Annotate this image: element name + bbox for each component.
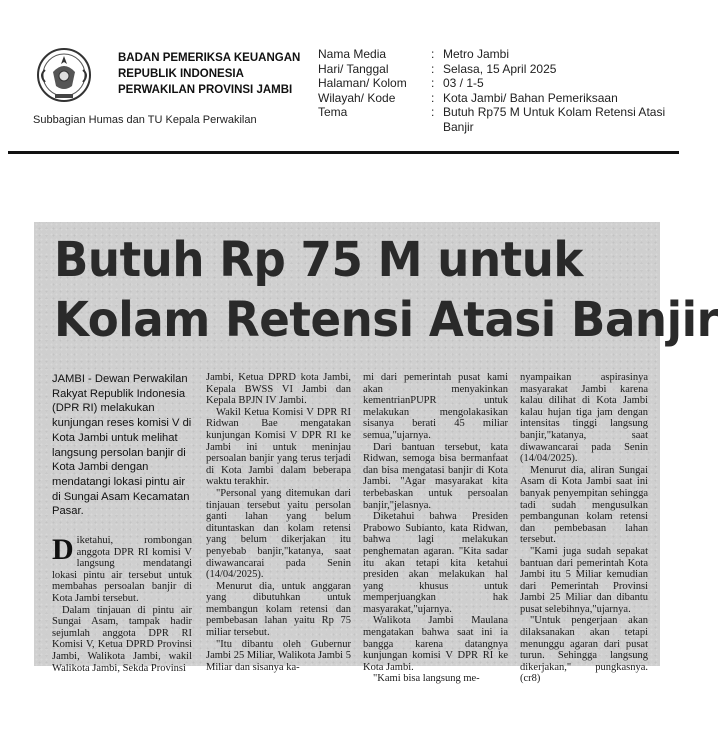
meta-value: Kota Jambi/ Bahan Pemeriksaan [443,90,618,105]
article-paragraph: Wakil Ketua Komisi V DPR RI Ridwan Bae mengatakan kunjungan Komisi V DPR RI ke Jambi ini untuk meninjau persoalan banjir yang terus terjadi di Kota Jambi dalam beberapa waktu terakhir. [206,406,351,488]
article-paragraph: "Untuk pengerjaan akan dilaksanakan akan tetapi menunggu agaran dari pusat turun. Sehingga langsung dikerjakan," pungkasnya. (cr8) [520,615,648,685]
meta-value: Selasa, 15 April 2025 [443,61,557,76]
meta-separator: : [431,76,435,90]
org-line-2: REPUBLIK INDONESIA [118,68,244,80]
meta-row-region [318,91,675,106]
org-line-1: BADAN PEMERIKSA KEUANGAN [118,52,301,64]
subunit-label: Subbagian Humas dan TU Kepala Perwakilan [33,114,257,126]
article-paragraph: "Personal yang ditemukan dari tinjauan tersebut yaitu persolan ganti lahan yang belum dituntaskan dan kolam retensi yang belum dikerjakan itu penyebab banjir,"katanya, saat diwawancarai pada Senin (14/04/2025). [206,487,351,581]
article-paragraph: "Itu dibantu oleh Gubernur Jambi 25 Miliar, Walikota Jambi 5 Miliar dan sisanya ka- [206,638,351,673]
header-divider [8,151,679,154]
org-line-3: PERWAKILAN PROVINSI JAMBI [118,84,293,96]
meta-key: Wilayah/ Kode [318,90,396,105]
meta-key: Hari/ Tanggal [318,61,389,76]
article-paragraph: Dalam tinjauan di pintu air Sungai Asam, tampak hadir sejumlah anggota DPR RI Komisi V, Ketua DPRD Provinsi Jambi, Walikota Jambi, wakil Walikota Jambi, Sekda Provinsi [52,604,192,674]
article-column-3 [363,372,508,685]
article-paragraph: mi dari pemerintah pusat kami akan menyakinkan kementrianPUPR untuk melakukan mengolakasikan sisanya berati 45 miliar semua,"ujarnya. [363,372,508,441]
organization-name [118,50,300,98]
meta-row-date [318,62,675,77]
meta-separator: : [431,47,435,61]
meta-value: 03 / 1-5 [443,76,484,90]
meta-separator: : [431,61,435,76]
headline-line-2: Kolam Retensi Atasi Banjir [54,292,718,348]
drop-cap: D [52,533,74,567]
article-paragraph: "Kami juga sudah sepakat bantuan dari pemerintah Kota Jambi itu 5 Miliar kemudian dari Pemerintah Provinsi Jambi 25 Miliar dan dibantu pusat selebihnya,"ujarnya. [520,545,648,615]
meta-key: Halaman/ Kolom [318,76,407,90]
article-paragraph: Dari bantuan tersebut, kata Ridwan, semoga bisa bermanfaat dan bisa mengatasi banjir di Kota Jambi. "Agar masyarakat kita terbebaskan untuk persoalan banjir,"jelasnya. [363,441,508,511]
article-paragraph: Walikota Jambi Maulana mengatakan bahwa saat ini ia bangga karena datangnya kunjungan komisi V DPR RI ke Kota Jambi. [363,615,508,673]
bpk-emblem-logo [33,42,95,104]
article-column-1 [52,372,192,674]
newspaper-clipping [34,222,718,685]
headline-line-1: Butuh Rp 75 M untuk [54,232,583,288]
meta-value: Butuh Rp75 M Untuk Kolam Retensi Atasi Banjir [443,105,666,134]
meta-separator: : [431,105,435,119]
article-column-4 [520,372,648,685]
article-paragraph: Diketahui bahwa Presiden Prabowo Subianto, kata Ridwan, bahwa lagi melakukan penghematan agaran. "Kita sadar itu akan tetapi kita ketahui presiden akan melakukan hal yang khusus untuk memperjuangkan hak masyarakat,"ujarnya. [363,511,508,615]
meta-separator: : [431,90,435,105]
meta-key: Tema [318,105,348,119]
article-lede: JAMBI - Dewan Perwakilan Rakyat Republik Indonesia (DPR RI) melakukan kunjungan reses komisi V di Kota Jambi untuk melihat langsung persolan banjir di Kota Jambi dengan mendatangi lokasi pintu air di Sungai Asam Kecamatan Pasar. [52,373,192,518]
article-paragraph: Jambi, Ketua DPRD kota Jambi, Kepala BWSS VI Jambi dan Kepala BPJN IV Jambi. [206,372,351,407]
media-metadata [318,47,675,134]
article-paragraph: Menurut dia, untuk anggaran yang dibutuhkan untuk membangun kolam retensi dan pembebasan lahan yaitu Rp 75 miliar tersebut. [206,580,351,639]
article-paragraph: Menurut dia, aliran Sungai Asam di Kota Jambi saat ini banyak penyempitan sehingga tadi sudah mengusulkan pembangunan kolam retensi dan pembebasan lahan tersebut. [520,464,648,546]
article-paragraph-text: iketahui, rombongan anggota DPR RI komisi V langsung mendatangi lokasi pintu air tersebut untuk membahas persoalan banjir di Kota Jambi tersebut. [52,535,192,604]
article-column-2 [206,372,351,673]
article-paragraph: "Kami bisa langsung me- [373,673,480,685]
meta-key: Nama Media [318,47,387,61]
meta-row-page [318,76,675,91]
meta-row-theme [318,105,675,134]
article-paragraph: nyampaikan aspirasinya masyarakat Jambi karena kalau dilihat di Kota Jambi kalau hujan tiga jam dengan intensitas tinggi langsung banjir,"katanya, saat diwawancarai pada Senin (14/04/2025). [520,372,648,465]
meta-row-media [318,47,675,62]
article-headline [54,230,718,350]
article-paragraph [52,535,192,605]
meta-value: Metro Jambi [443,47,510,61]
